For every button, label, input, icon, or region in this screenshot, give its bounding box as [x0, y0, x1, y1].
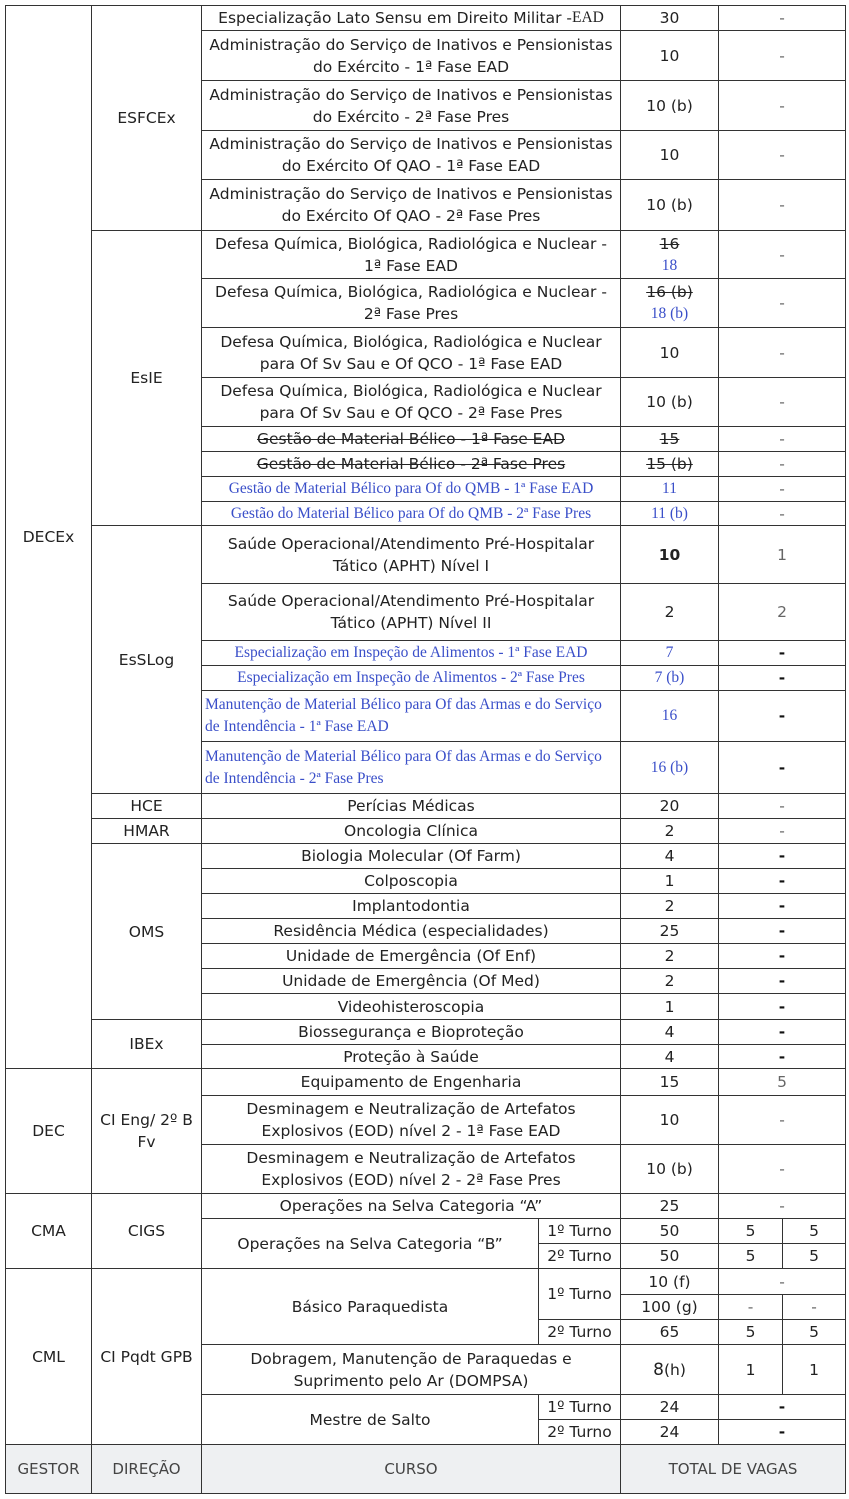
direcao-cell: CI Pqdt GPB [91, 1268, 202, 1445]
extra-cell: - [718, 5, 846, 31]
curso-cell: Básico Paraquedista [201, 1268, 539, 1345]
extra-cell: - [718, 230, 846, 279]
extra-b-cell: 5 [782, 1218, 846, 1244]
curso-cell: Defesa Química, Biológica, Radiológica e Nuclear - 1ª Fase EAD [201, 230, 621, 279]
footer-direcao: DIREÇÃO [91, 1444, 202, 1494]
vagas-cell: 2 [620, 968, 719, 994]
curso-cell: Operações na Selva Categoria “A” [201, 1193, 621, 1219]
curso-cell [201, 5, 621, 31]
curso-cell: Desminagem e Neutralização de Artefatos Explosivos (EOD) nível 2 - 1ª Fase EAD [201, 1095, 621, 1145]
extra-cell: - [718, 1394, 846, 1420]
extra-cell: - [718, 426, 846, 452]
curso-cell: Administração do Serviço de Inativos e Pensionistas do Exército Of QAO - 1ª Fase EAD [201, 130, 621, 180]
vagas-cell: 15 [620, 1068, 719, 1096]
curso-cell: Videohisteroscopia [201, 993, 621, 1020]
curso-cell: Dobragem, Manutenção de Paraquedas e Suprimento pelo Ar (DOMPSA) [201, 1344, 621, 1395]
curso-cell: Colposcopia [201, 868, 621, 894]
vagas-cell: 1 [620, 993, 719, 1020]
vagas-cell: 7 (b) [620, 665, 719, 691]
gestor-cell: CML [5, 1268, 92, 1445]
vagas-suffix: (h) [663, 1360, 686, 1379]
extra-cell: - [718, 1095, 846, 1145]
extra-a-cell: 5 [718, 1243, 783, 1269]
turno-cell: 2º Turno [538, 1419, 621, 1445]
direcao-cell: CIGS [91, 1193, 202, 1269]
curso-cell: Administração do Serviço de Inativos e Pensionistas do Exército - 1ª Fase EAD [201, 30, 621, 81]
vagas-cell: 10 (b) [620, 377, 719, 427]
vagas-cell: 10 [620, 30, 719, 81]
extra-cell: - [718, 993, 846, 1020]
vagas-cell: 30 [620, 5, 719, 31]
extra-a-cell: - [718, 1294, 783, 1320]
curso-cell: Equipamento de Engenharia [201, 1068, 621, 1096]
extra-b-cell: 5 [782, 1243, 846, 1269]
extra-b-cell: 5 [782, 1319, 846, 1345]
curso-cell: Defesa Química, Biológica, Radiológica e Nuclear - 2ª Fase Pres [201, 278, 621, 328]
footer-total: TOTAL DE VAGAS [620, 1444, 846, 1494]
footer-gestor: GESTOR [5, 1444, 92, 1494]
vagas-cell: 11 [620, 476, 719, 502]
curso-cell: Especialização em Inspeção de Alimentos - 1ª Fase EAD [201, 640, 621, 666]
direcao-cell: HMAR [91, 818, 202, 844]
curso-cell: Gestão do Material Bélico para Of do QMB - 2ª Fase Pres [201, 501, 621, 526]
curso-cell: Gestão de Material Bélico - 2ª Fase Pres [201, 451, 621, 477]
extra-cell: - [718, 690, 846, 742]
vagas-cell: 4 [620, 843, 719, 869]
footer-curso: CURSO [201, 1444, 621, 1494]
curso-cell: Unidade de Emergência (Of Enf) [201, 943, 621, 969]
extra-cell: - [718, 868, 846, 894]
vagas-cell: 50 [620, 1218, 719, 1244]
vagas-cell: 10 (b) [620, 80, 719, 131]
extra-cell: - [718, 1019, 846, 1045]
vagas-cell: 65 [620, 1319, 719, 1345]
curso-cell: Gestão de Material Bélico - 1ª Fase EAD [201, 426, 621, 452]
extra-cell: - [718, 278, 846, 328]
vagas-cell: 4 [620, 1044, 719, 1069]
curso-cell: Proteção à Saúde [201, 1044, 621, 1069]
curso-cell: Biologia Molecular (Of Farm) [201, 843, 621, 869]
extra-cell: - [718, 179, 846, 231]
extra-cell: - [718, 1419, 846, 1445]
direcao-cell: HCE [91, 793, 202, 819]
old-value: 16 (b) [646, 283, 693, 301]
vagas-cell: 50 [620, 1243, 719, 1269]
extra-cell: - [718, 1044, 846, 1069]
vagas-cell: 1 [620, 868, 719, 894]
turno-cell: 1º Turno [538, 1268, 621, 1320]
extra-cell: - [718, 327, 846, 378]
extra-cell: - [718, 665, 846, 691]
curso-cell: Desminagem e Neutralização de Artefatos Explosivos (EOD) nível 2 - 2ª Fase Pres [201, 1144, 621, 1194]
vagas-cell [620, 1344, 719, 1395]
extra-cell: - [718, 943, 846, 969]
vagas-cell: 16 [620, 690, 719, 742]
extra-cell: - [718, 501, 846, 526]
curso-cell: Administração do Serviço de Inativos e Pensionistas do Exército Of QAO - 2ª Fase Pres [201, 179, 621, 231]
extra-cell: - [718, 843, 846, 869]
vagas-cell: 10 [620, 525, 719, 584]
turno-cell: 1º Turno [538, 1394, 621, 1420]
curso-cell: Operações na Selva Categoria “B” [201, 1218, 539, 1269]
vagas-cell: 24 [620, 1394, 719, 1420]
vagas-cell: 15 [620, 426, 719, 452]
curso-cell: Biossegurança e Bioproteção [201, 1019, 621, 1045]
new-value: 18 [661, 256, 678, 274]
turno-cell: 2º Turno [538, 1319, 621, 1345]
ead-label: EAD [571, 9, 604, 26]
curso-cell: Perícias Médicas [201, 793, 621, 819]
turno-cell: 2º Turno [538, 1243, 621, 1269]
extra-cell: 1 [718, 525, 846, 584]
direcao-cell: CI Eng/ 2º B Fv [91, 1068, 202, 1194]
vagas-cell: 4 [620, 1019, 719, 1045]
extra-a-cell: 5 [718, 1319, 783, 1345]
vagas-cell: 11 (b) [620, 501, 719, 526]
vagas-cell [620, 278, 719, 328]
vagas-cell: 2 [620, 943, 719, 969]
curso-cell: Implantodontia [201, 893, 621, 919]
gestor-cell: DECEx [5, 5, 92, 1069]
vagas-cell: 100 (g) [620, 1294, 719, 1320]
vagas-cell: 2 [620, 583, 719, 641]
extra-cell: - [718, 640, 846, 666]
extra-cell: - [718, 1268, 846, 1295]
curso-cell: Manutenção de Material Bélico para Of das Armas e do Serviço de Intendência - 1ª Fase EAD [201, 690, 621, 742]
vagas-cell: 10 (f) [620, 1268, 719, 1295]
extra-a-cell: 1 [718, 1344, 783, 1395]
direcao-cell: OMS [91, 843, 202, 1020]
extra-cell: - [718, 1193, 846, 1219]
curso-cell: Gestão de Material Bélico para Of do QMB - 1ª Fase EAD [201, 476, 621, 502]
extra-cell: - [718, 476, 846, 502]
curso-text: Especialização Lato Sensu em Direito Militar - [218, 9, 572, 27]
vagas-cell: 10 (b) [620, 1144, 719, 1194]
curso-cell: Especialização em Inspeção de Alimentos - 2ª Fase Pres [201, 665, 621, 691]
extra-cell: - [718, 130, 846, 180]
vagas-cell: 10 [620, 327, 719, 378]
vagas-cell: 15 (b) [620, 451, 719, 477]
extra-cell: 5 [718, 1068, 846, 1096]
vagas-cell: 7 [620, 640, 719, 666]
extra-cell: - [718, 741, 846, 794]
curso-cell: Defesa Química, Biológica, Radiológica e Nuclear para Of Sv Sau e Of QCO - 1ª Fase EAD [201, 327, 621, 378]
turno-cell: 1º Turno [538, 1218, 621, 1244]
extra-b-cell: 1 [782, 1344, 846, 1395]
vagas-cell [620, 230, 719, 279]
curso-cell: Defesa Química, Biológica, Radiológica e Nuclear para Of Sv Sau e Of QCO - 2ª Fase Pres [201, 377, 621, 427]
vagas-cell: 10 (b) [620, 179, 719, 231]
new-value: 18 (b) [650, 305, 689, 322]
extra-b-cell: - [782, 1294, 846, 1320]
curso-cell: Unidade de Emergência (Of Med) [201, 968, 621, 994]
extra-cell: - [718, 80, 846, 131]
curso-cell: Saúde Operacional/Atendimento Pré-Hospitalar Tático (APHT) Nível I [201, 525, 621, 584]
curso-cell: Administração do Serviço de Inativos e Pensionistas do Exército - 2ª Fase Pres [201, 80, 621, 131]
vagas-cell: 25 [620, 1193, 719, 1219]
vagas-cell: 16 (b) [620, 741, 719, 794]
vagas-cell: 2 [620, 893, 719, 919]
extra-a-cell: 5 [718, 1218, 783, 1244]
extra-cell: - [718, 893, 846, 919]
direcao-cell: IBEx [91, 1019, 202, 1069]
curso-cell: Manutenção de Material Bélico para Of das Armas e do Serviço de Intendência - 2ª Fase Pres [201, 741, 621, 794]
extra-cell: - [718, 818, 846, 844]
vagas-cell: 10 [620, 130, 719, 180]
vagas-value: 8 [653, 1359, 664, 1380]
direcao-cell: EsIE [91, 230, 202, 526]
curso-cell: Mestre de Salto [201, 1394, 539, 1445]
curso-cell: Oncologia Clínica [201, 818, 621, 844]
extra-cell: - [718, 451, 846, 477]
extra-cell: - [718, 793, 846, 819]
extra-cell: - [718, 30, 846, 81]
vagas-cell: 10 [620, 1095, 719, 1145]
vagas-cell: 20 [620, 793, 719, 819]
extra-cell: - [718, 918, 846, 944]
gestor-cell: CMA [5, 1193, 92, 1269]
vagas-cell: 24 [620, 1419, 719, 1445]
vagas-cell: 2 [620, 818, 719, 844]
curso-cell: Saúde Operacional/Atendimento Pré-Hospitalar Tático (APHT) Nível II [201, 583, 621, 641]
vagas-cell: 25 [620, 918, 719, 944]
direcao-cell: EsSLog [91, 525, 202, 794]
extra-cell: 2 [718, 583, 846, 641]
extra-cell: - [718, 1144, 846, 1194]
curso-cell: Residência Médica (especialidades) [201, 918, 621, 944]
gestor-cell: DEC [5, 1068, 92, 1194]
extra-cell: - [718, 968, 846, 994]
direcao-cell: ESFCEx [91, 5, 202, 231]
old-value: 16 [659, 234, 680, 253]
extra-cell: - [718, 377, 846, 427]
